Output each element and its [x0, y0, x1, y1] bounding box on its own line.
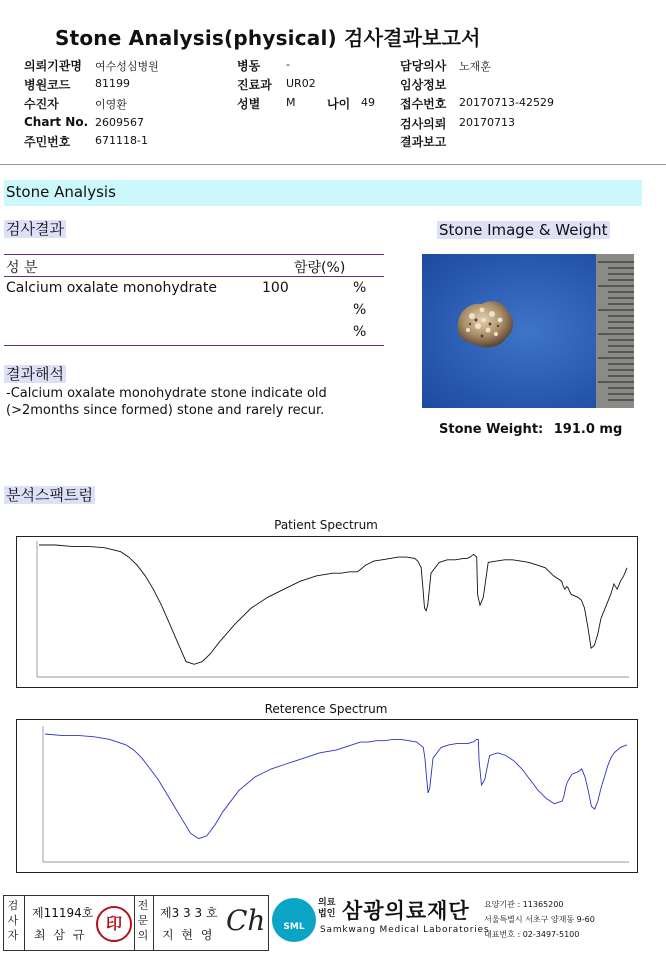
- reference-spectrum-title: Reterence Spectrum: [264, 702, 388, 716]
- hdr-value-hospital-code: 81199: [95, 77, 130, 90]
- row-3-unit: %: [353, 324, 367, 340]
- stone-weight-label: Stone Weight:: [439, 422, 544, 437]
- verifier-number: 제3 3 3 호: [160, 906, 218, 920]
- row-1-unit: %: [353, 280, 367, 296]
- header-divider: [0, 164, 666, 165]
- stone-weight: [439, 422, 622, 437]
- row-1-component: Calcium oxalate monohydrate: [6, 280, 217, 296]
- hdr-value-chart-no: 2609567: [95, 116, 144, 129]
- org-name: 삼광의료재단: [342, 899, 470, 923]
- row-1-value: 100: [262, 280, 289, 296]
- hdr-label-resident-no: 주민번호: [24, 135, 71, 149]
- org-code: 요양기관 : 11365200: [484, 900, 564, 909]
- row-2-unit: %: [353, 302, 367, 318]
- hdr-label-doctor: 담당의사: [400, 59, 447, 73]
- hdr-value-patient: 이영환: [95, 98, 127, 111]
- hdr-value-request-date: 20170713: [459, 116, 515, 129]
- stone-image: [422, 254, 634, 408]
- interp-heading: 결과해석: [6, 365, 64, 383]
- verifier-label: 전문의: [137, 899, 149, 942]
- hdr-label-request-date: 검사의뢰: [400, 117, 447, 131]
- report-title: Stone Analysis(physical) 검사결과보고서: [55, 26, 481, 50]
- hdr-label-chart-no: Chart No.: [24, 115, 89, 129]
- col-header-component: 성 분: [6, 260, 38, 276]
- hdr-value-institution: 여수성심병원: [95, 60, 159, 73]
- hdr-label-age: 나이: [327, 97, 351, 111]
- org-address: 서울특별시 서초구 양재동 9-60: [484, 915, 595, 924]
- org-phone: 대표번호 : 02-3497-5100: [484, 930, 580, 939]
- table-bottom-rule: [4, 345, 384, 346]
- hdr-label-patient: 수진자: [24, 97, 59, 111]
- hdr-label-department: 진료과: [237, 78, 272, 92]
- stone-weight-value: 191.0 mg: [553, 422, 623, 437]
- patient-spectrum-line: [39, 545, 627, 664]
- reference-spectrum-chart: [16, 719, 638, 873]
- spectrum-heading: 분석스팩트럼: [6, 486, 93, 504]
- verifier-signature: Ch: [226, 904, 266, 937]
- hdr-value-receipt-no: 20170713-42529: [459, 96, 554, 109]
- hdr-label-report: 결과보고: [400, 135, 447, 149]
- hdr-label-institution: 의뢰기관명: [24, 59, 82, 73]
- section-stone-analysis: Stone Analysis: [4, 180, 642, 206]
- hdr-value-age: 49: [361, 96, 375, 109]
- hdr-value-resident-no: 671118-1: [95, 134, 148, 147]
- signature-box: [3, 895, 269, 951]
- interp-line-2: (>2months since formed) stone and rarely recur.: [6, 403, 325, 418]
- inspector-stamp: 印: [96, 906, 132, 942]
- hdr-value-department: UR02: [286, 77, 316, 90]
- table-header-rule: [4, 276, 384, 277]
- hdr-label-hospital-code: 병원코드: [24, 78, 71, 92]
- reference-spectrum-line: [45, 734, 627, 839]
- inspector-label: 검사자: [7, 899, 19, 942]
- hdr-label-receipt-no: 접수번호: [400, 97, 447, 111]
- hdr-value-doctor: 노재훈: [459, 60, 491, 73]
- image-heading: Stone Image & Weight: [439, 221, 608, 239]
- hdr-label-ward: 병동: [237, 59, 261, 73]
- result-heading: 검사결과: [6, 220, 64, 238]
- inspector-number: 제11194호: [32, 906, 94, 920]
- org-english-name: Samkwang Medical Laboratories: [320, 925, 490, 935]
- org-logo-text: SML: [283, 922, 305, 932]
- hdr-value-ward: -: [286, 58, 290, 71]
- interp-line-1: -Calcium oxalate monohydrate stone indicate old: [6, 386, 327, 401]
- org-logo: [272, 898, 316, 942]
- org-prefix: 의료법인: [318, 898, 336, 919]
- hdr-value-sex: M: [286, 96, 296, 109]
- patient-spectrum-chart: [16, 536, 638, 688]
- hdr-label-clinical-info: 임상정보: [400, 78, 447, 92]
- table-top-rule: [4, 254, 384, 255]
- patient-spectrum-title: Patient Spectrum: [274, 518, 378, 532]
- verifier-name: 지 현 영: [162, 928, 215, 942]
- inspector-name: 최 삼 규: [34, 928, 87, 942]
- hdr-label-sex: 성별: [237, 97, 261, 111]
- col-header-content: 함량(%): [294, 260, 346, 276]
